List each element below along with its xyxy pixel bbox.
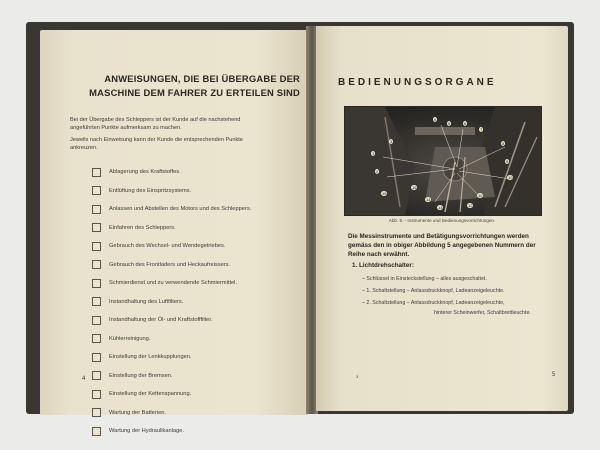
list-item: Ablagerung des Kraftstoffes. bbox=[92, 163, 302, 182]
switch-position-line: – Schlüssel in Einsteckstellung – alles ausgeschaltet. bbox=[362, 276, 487, 282]
controls-photo bbox=[344, 106, 542, 216]
callout-label: 1 bbox=[372, 151, 375, 156]
checkbox[interactable] bbox=[92, 334, 101, 343]
handover-checklist bbox=[92, 163, 302, 441]
checkbox[interactable] bbox=[92, 223, 101, 232]
callout-label: 15 bbox=[382, 191, 387, 196]
list-item: Einstellung der Kettenspannung. bbox=[92, 385, 302, 404]
list-item: Instandhaltung des Luftfilters. bbox=[92, 293, 302, 312]
checkbox[interactable] bbox=[92, 242, 101, 251]
checkbox[interactable] bbox=[92, 205, 101, 214]
checkbox[interactable] bbox=[92, 297, 101, 306]
margin-mark: 3 bbox=[356, 374, 359, 379]
callout-label: 14 bbox=[426, 197, 431, 202]
checkbox[interactable] bbox=[92, 371, 101, 380]
photo-callouts bbox=[345, 107, 541, 215]
booklet-cover bbox=[26, 22, 574, 435]
page-number-right: 5 bbox=[552, 372, 556, 378]
list-item: Anlassen und Abstellen des Motors und des Schleppers. bbox=[92, 200, 302, 219]
switch-position-line: – 2. Schaltstellung – Anlassdruckknopf, Ladeanzeigeleuchte, bbox=[362, 300, 505, 306]
checkbox[interactable] bbox=[92, 408, 101, 417]
body-line-2: gemäss den in obiger Abbildung 5 angegebenen Nummern der bbox=[348, 242, 536, 249]
list-item: Schmierdienst und zu verwendende Schmiermittel. bbox=[92, 274, 302, 293]
checkbox[interactable] bbox=[92, 279, 101, 288]
right-page bbox=[316, 26, 568, 411]
intro-line-4: ankreuzen. bbox=[70, 145, 98, 151]
checkbox[interactable] bbox=[92, 316, 101, 325]
checkbox[interactable] bbox=[92, 168, 101, 177]
list-item: Einstellung der Bremsen. bbox=[92, 367, 302, 386]
callout-label: 5 bbox=[448, 121, 451, 126]
list-item: Instandhaltung der Öl- und Kraftstofffilter. bbox=[92, 311, 302, 330]
heading-line-1: ANWEISUNGEN, DIE BEI ÜBERGABE DER bbox=[104, 73, 300, 84]
intro-paragraph bbox=[348, 232, 548, 259]
list-item: Gebrauch des Wechsel- und Wendegetriebes. bbox=[92, 237, 302, 256]
intro-line-3: Jeweils nach Einweisung kann der Kunde die entsprechenden Punkte bbox=[70, 137, 243, 143]
photo-caption: Abb. 5. - Instrumente und Bedienungsvorrichtungen. bbox=[388, 218, 496, 223]
switch-position-line: – 1. Schaltstellung – Anlassdruckknopf, Ladeanzeigeleuchte. bbox=[362, 288, 505, 294]
callout-label: 9 bbox=[506, 159, 509, 164]
right-page-heading: BEDIENUNGSORGANE bbox=[338, 77, 497, 88]
checkbox[interactable] bbox=[92, 186, 101, 195]
left-page bbox=[40, 30, 308, 435]
checkbox[interactable] bbox=[92, 260, 101, 269]
intro-line-2: angeführten Punkte aufmerksam zu machen. bbox=[70, 125, 182, 131]
callout-label: 13 bbox=[438, 205, 443, 210]
callout-label: 12 bbox=[468, 203, 473, 208]
list-item: Kühlerreinigung. bbox=[92, 330, 302, 349]
list-item: Wartung der Hydraulikanlage. bbox=[92, 422, 302, 441]
callout-label: 6 bbox=[464, 121, 467, 126]
checkbox[interactable] bbox=[92, 427, 101, 436]
checkbox[interactable] bbox=[92, 353, 101, 362]
callout-label: 2 bbox=[376, 169, 379, 174]
heading-line-2: MASCHINE DEM FAHRER ZU ERTEILEN SIND bbox=[89, 87, 300, 98]
callout-label: 7 bbox=[480, 127, 483, 132]
page-number-left: 4 bbox=[82, 376, 86, 382]
list-item: Gebrauch des Frontladers und Heckaufreissers. bbox=[92, 256, 302, 275]
list-item: Einstellung der Lenkkupplungen. bbox=[92, 348, 302, 367]
left-page-heading bbox=[74, 72, 300, 100]
body-line-3: Reihe nach erwähnt. bbox=[348, 251, 410, 258]
callout-label: 4 bbox=[434, 117, 437, 122]
callout-label: 3 bbox=[390, 139, 393, 144]
switch-position-line-cont: hinterer Scheinwerfer, Schaltbrettleuchte. bbox=[434, 310, 531, 316]
list-item: Wartung der Batterien. bbox=[92, 404, 302, 423]
intro-line-1: Bei der Übergabe des Schleppers ist der Kunde auf die nachstehend bbox=[70, 117, 241, 123]
callout-label: 10 bbox=[508, 175, 513, 180]
callout-label: 16 bbox=[412, 185, 417, 190]
callout-label: 8 bbox=[502, 141, 505, 146]
list-item: Einfahren des Schleppers. bbox=[92, 219, 302, 238]
checkbox[interactable] bbox=[92, 390, 101, 399]
body-line-1: Die Messinstrumente und Betätigungsvorrichtungen werden bbox=[348, 233, 529, 240]
callout-label: 11 bbox=[478, 193, 483, 198]
list-item: Entlüftung des Einspritzsystems. bbox=[92, 182, 302, 201]
section-title: 1. Lichtdrehschalter: bbox=[352, 262, 414, 269]
